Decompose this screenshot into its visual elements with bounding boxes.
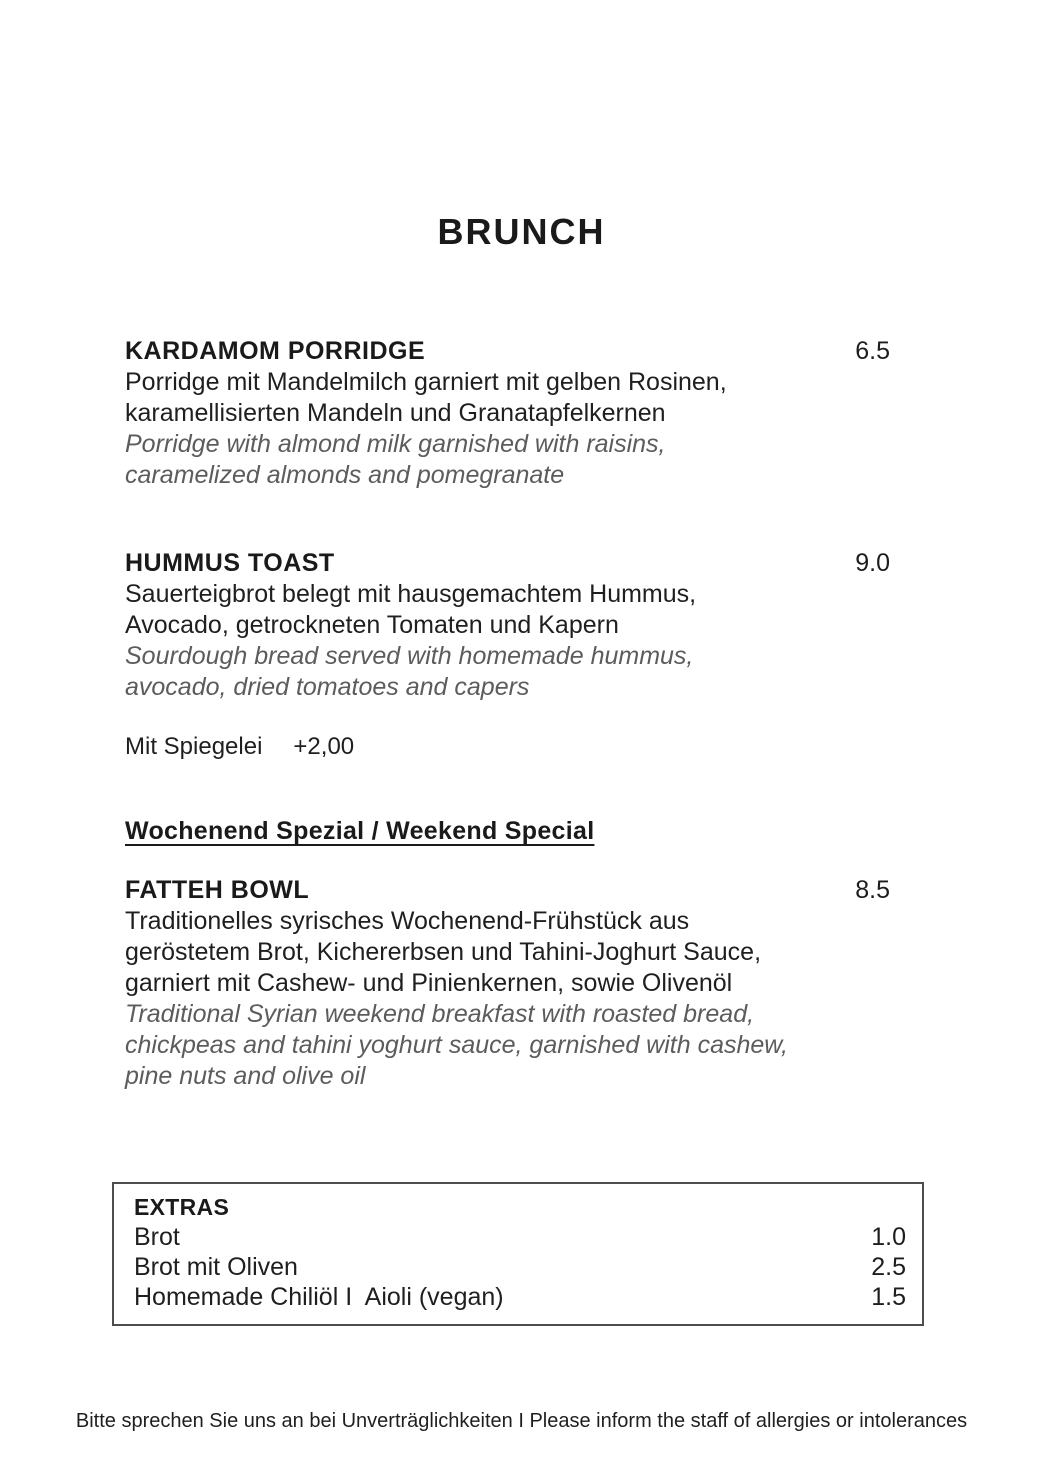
item-description-de-line: Avocado, getrockneten Tomaten und Kapern xyxy=(125,611,619,639)
extras-box xyxy=(112,1182,924,1326)
item-name: HUMMUS TOAST xyxy=(125,549,335,577)
item-description-de-line: Sauerteigbrot belegt mit hausgemachtem Hummus, xyxy=(125,580,697,608)
item-description-en-line: avocado, dried tomatoes and capers xyxy=(125,673,530,701)
extras-row xyxy=(134,1252,906,1282)
item-description-de-line: Traditionelles syrisches Wochenend-Frühstück aus xyxy=(125,907,690,935)
extras-label: Homemade Chiliöl I Aioli (vegan) xyxy=(134,1283,504,1311)
item-description-en-line: Porridge with almond milk garnished with raisins, xyxy=(125,430,666,458)
item-description-de-line: Porridge mit Mandelmilch garniert mit gelben Rosinen, xyxy=(125,368,727,396)
extras-price: 1.5 xyxy=(871,1283,906,1311)
item-header xyxy=(125,336,890,367)
addon-spiegelei xyxy=(125,731,890,762)
page-title: BRUNCH xyxy=(437,211,606,252)
item-header xyxy=(125,875,890,906)
item-price: 8.5 xyxy=(855,876,890,904)
item-description-en-line: Traditional Syrian weekend breakfast with roasted bread, xyxy=(125,1000,755,1028)
item-description-en-line: caramelized almonds and pomegranate xyxy=(125,461,565,489)
item-price: 6.5 xyxy=(855,337,890,365)
menu-item-kardamom-porridge xyxy=(125,336,890,491)
extras-price: 2.5 xyxy=(871,1253,906,1281)
item-description-de-line: garniert mit Cashew- und Pinienkernen, sowie Olivenöl xyxy=(125,969,733,997)
addon-price: +2,00 xyxy=(293,733,355,760)
item-price: 9.0 xyxy=(855,549,890,577)
extras-title: EXTRAS xyxy=(134,1194,230,1220)
item-description-en-line: pine nuts and olive oil xyxy=(125,1062,366,1090)
item-description-de-line: geröstetem Brot, Kichererbsen und Tahini-Joghurt Sauce, xyxy=(125,938,762,966)
section-header-weekend-special: Wochenend Spezial / Weekend Special xyxy=(125,817,595,845)
extras-row xyxy=(134,1282,906,1312)
extras-row xyxy=(134,1222,906,1252)
item-description-en-line: Sourdough bread served with homemade hummus, xyxy=(125,642,694,670)
menu-item-hummus-toast xyxy=(125,548,890,703)
item-name: FATTEH BOWL xyxy=(125,876,310,904)
addon-label: Mit Spiegelei xyxy=(125,733,263,760)
item-name: KARDAMOM PORRIDGE xyxy=(125,337,426,365)
item-description-en-line: chickpeas and tahini yoghurt sauce, garnished with cashew, xyxy=(125,1031,788,1059)
extras-price: 1.0 xyxy=(871,1223,906,1251)
item-header xyxy=(125,548,890,579)
spacer xyxy=(125,491,890,548)
menu-body xyxy=(125,336,890,1092)
item-description-de-line: karamellisierten Mandeln und Granatapfelkernen xyxy=(125,399,666,427)
extras-label: Brot xyxy=(134,1223,180,1251)
allergy-notice: Bitte sprechen Sie uns an bei Unverträglichkeiten I Please inform the staff of allergies or intolerances xyxy=(75,1410,968,1432)
menu-item-fatteh-bowl xyxy=(125,875,890,1092)
extras-label: Brot mit Oliven xyxy=(134,1253,298,1281)
